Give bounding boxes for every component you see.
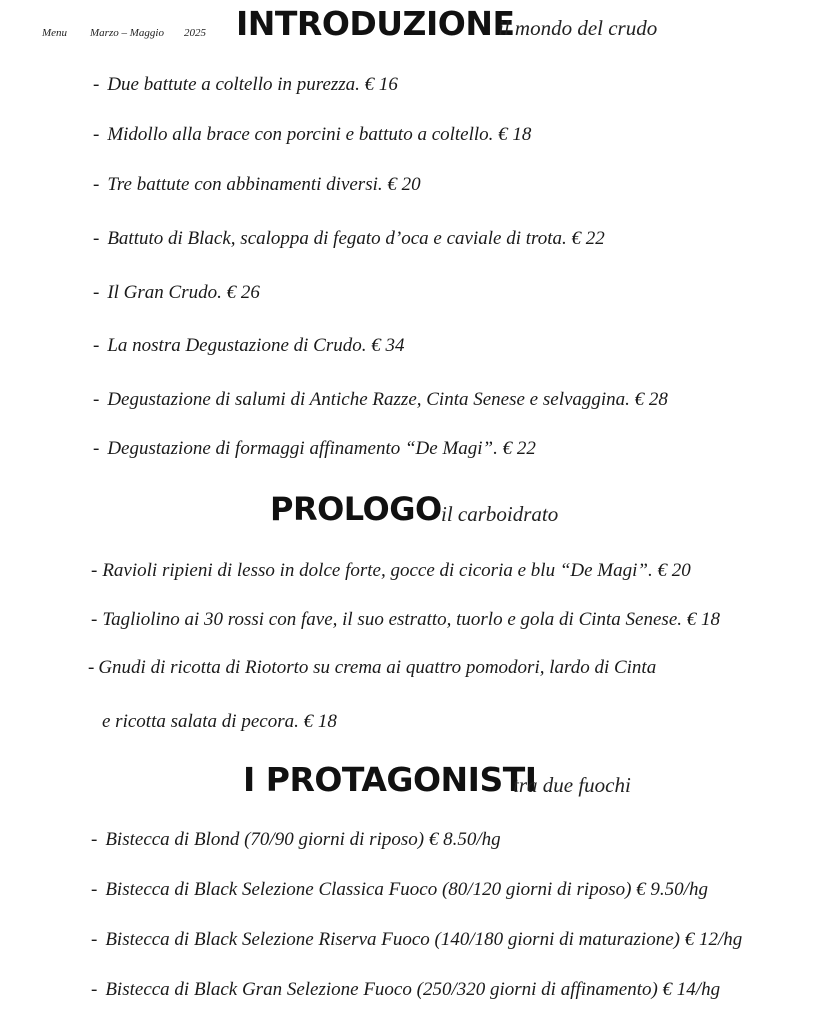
list-item: - Tagliolino ai 30 rossi con fave, il suo estratto, tuorlo e gola di Cinta Senese. € 18 — [91, 609, 721, 630]
menu-label: Menu — [42, 27, 68, 39]
section-subtitle-protagonisti: tra due fuochi — [513, 773, 631, 797]
section-subtitle-prologo: il carboidrato — [441, 502, 559, 526]
list-item-continuation: e ricotta salata di pecora. € 18 — [102, 711, 337, 732]
list-item: - Ravioli ripieni di lesso in dolce forte, gocce di cicoria e blu “De Magi”. € 20 — [91, 560, 691, 581]
menu-year: 2025 — [184, 27, 206, 39]
list-item: - La nostra Degustazione di Crudo. € 34 — [93, 335, 405, 356]
list-item: - Midollo alla brace con porcini e battuto a coltello. € 18 — [93, 124, 532, 145]
section-title-protagonisti: I PROTAGONISTI — [243, 760, 537, 799]
list-item: - Bistecca di Blond (70/90 giorni di riposo) € 8.50/hg — [91, 829, 501, 850]
list-item: - Bistecca di Black Gran Selezione Fuoco (250/320 giorni di affinamento) € 14/hg — [91, 979, 721, 1000]
list-item: - Bistecca di Black Selezione Classica Fuoco (80/120 giorni di riposo) € 9.50/hg — [91, 879, 708, 900]
list-item: - Due battute a coltello in purezza. € 16 — [93, 74, 398, 95]
list-item: - Bistecca di Black Selezione Riserva Fuoco (140/180 giorni di maturazione) € 12/hg — [91, 929, 743, 950]
list-item: - Degustazione di salumi di Antiche Razze, Cinta Senese e selvaggina. € 28 — [93, 389, 668, 410]
list-item: - Battuto di Black, scaloppa di fegato d’oca e caviale di trota. € 22 — [93, 228, 605, 249]
section-title-prologo: PROLOGO — [270, 490, 442, 528]
list-item: - Gnudi di ricotta di Riotorto su crema ai quattro pomodori, lardo di Cinta — [88, 657, 657, 678]
list-item: - Il Gran Crudo. € 26 — [93, 282, 260, 303]
menu-period: Marzo – Maggio — [90, 27, 164, 39]
section-subtitle-introduzione: il mondo del crudo — [498, 16, 658, 40]
section-title-introduzione: INTRODUZIONE — [236, 4, 515, 43]
list-item: - Tre battute con abbinamenti diversi. € 20 — [93, 174, 421, 195]
list-item: - Degustazione di formaggi affinamento “De Magi”. € 22 — [93, 438, 536, 459]
